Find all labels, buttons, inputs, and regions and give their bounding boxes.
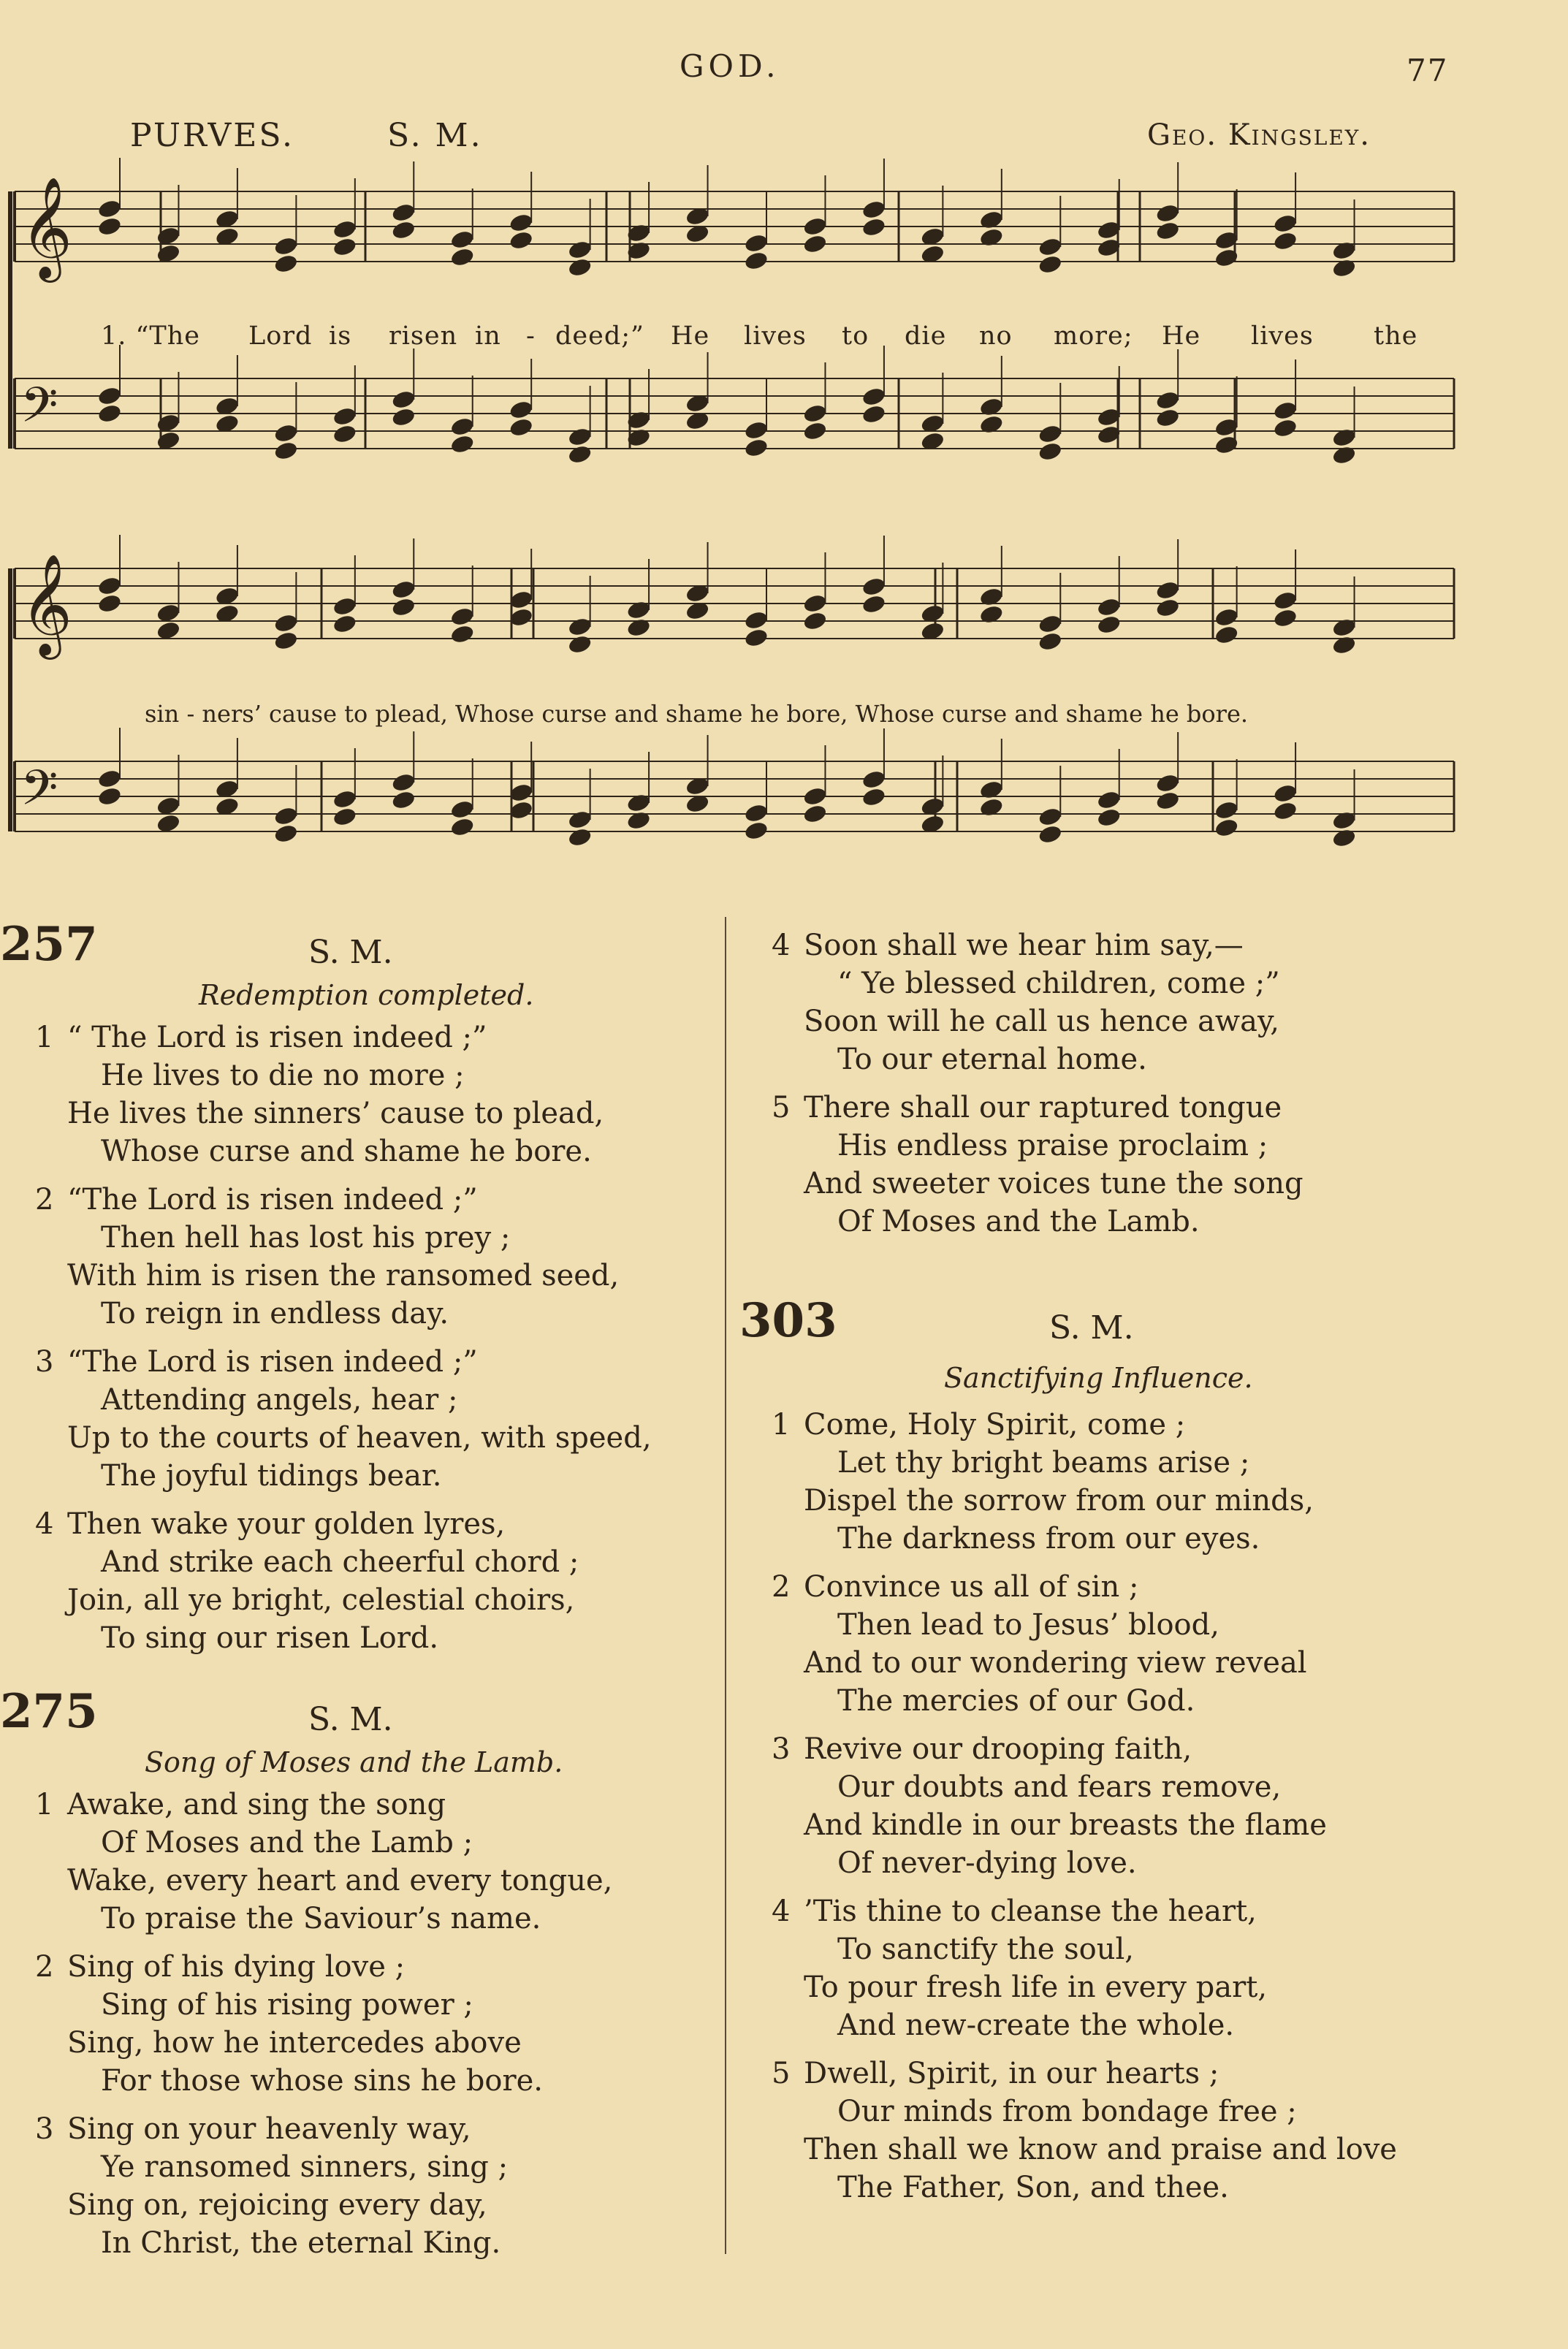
note-head	[509, 229, 534, 251]
hymn-number-303: 303	[739, 1293, 837, 1348]
hymn-subtitle-257: Redemption completed.	[199, 979, 534, 1011]
verse-line: The darkness from our eyes.	[837, 1522, 1260, 1556]
verse-line	[35, 1019, 652, 1057]
note-head	[1155, 790, 1181, 811]
note-head	[978, 226, 1004, 248]
verse-line: Wake, every heart and every tongue,	[67, 1864, 613, 1897]
verse	[772, 1089, 1304, 1241]
verse-line	[772, 1568, 1397, 1606]
note-head	[509, 212, 534, 233]
verse-line: To praise the Saviour’s name.	[101, 1902, 541, 1935]
note-head	[332, 406, 357, 427]
note-head	[1331, 634, 1357, 655]
note-head	[391, 772, 416, 793]
hymn-275-verses	[35, 1786, 612, 2272]
note-head	[332, 595, 357, 617]
verse-line-text: Sing of his dying love ;	[67, 1950, 406, 1984]
note-head	[567, 809, 593, 830]
verse	[35, 2110, 612, 2262]
verse-line: With him is risen the ransomed seed,	[67, 1259, 620, 1292]
verse-number: 5	[772, 1091, 791, 1124]
note-head	[861, 403, 886, 425]
note-head	[1331, 257, 1357, 278]
note-head	[978, 779, 1004, 800]
verse-line: Then shall we know and praise and love	[804, 2133, 1397, 2166]
note-head	[1214, 817, 1239, 838]
note-head	[1155, 597, 1181, 618]
verse-line: Sing, how he intercedes above	[67, 2026, 522, 2060]
note-head	[1331, 444, 1357, 465]
verse-line	[772, 1892, 1397, 1930]
verse-line-text: Awake, and sing the song	[67, 1788, 446, 1821]
lyric-word: -	[526, 321, 536, 351]
note-head	[743, 232, 769, 254]
hymn-number-257: 257	[0, 917, 98, 972]
verse	[35, 1343, 652, 1495]
note-head	[1038, 254, 1063, 275]
note-head	[391, 789, 416, 810]
note-head	[96, 198, 122, 219]
verse-line	[772, 926, 1304, 964]
tune-name: PURVES.	[130, 117, 294, 154]
note-head	[802, 233, 828, 254]
verse-line: Whose curse and shame he bore.	[101, 1135, 592, 1168]
verse-line-text: Come, Holy Spirit, come ;	[804, 1408, 1186, 1442]
verse-line: For those whose sins he bore.	[101, 2064, 543, 2098]
note-head	[861, 576, 886, 597]
note-head	[332, 806, 357, 827]
note-head	[391, 579, 416, 600]
verse-line-text: Dwell, Spirit, in our hearts ;	[804, 2057, 1219, 2090]
note-head	[802, 610, 828, 631]
lyric-word: risen	[389, 321, 458, 351]
verse-line: Of Moses and the Lamb.	[837, 1205, 1200, 1238]
note-head	[567, 426, 593, 447]
note-head	[743, 609, 769, 631]
lyric-word: in	[475, 321, 501, 351]
verse-line-text: Then wake your golden lyres,	[67, 1507, 506, 1541]
verse-line: “ Ye blessed children, come ;”	[837, 967, 1280, 1000]
verse-line: Dispel the sorrow from our minds,	[804, 1484, 1314, 1518]
note-head	[391, 219, 416, 240]
verse	[35, 1505, 652, 1657]
verse-line-text: “ The Lord is risen indeed ;”	[67, 1021, 487, 1054]
verse-line: Our minds from bondage free ;	[837, 2095, 1297, 2128]
note-head	[743, 802, 769, 823]
verse-line	[35, 2110, 612, 2148]
verse-line-text: Revive our drooping faith,	[804, 1732, 1192, 1766]
note-head	[449, 623, 475, 644]
lyric-word: lives	[744, 321, 807, 351]
note-head	[1331, 240, 1357, 261]
note-head	[273, 630, 299, 651]
lyric-word: He	[671, 321, 710, 351]
note-head	[978, 414, 1004, 435]
lyric-word: is	[329, 321, 352, 351]
tune-meter: S. M.	[387, 117, 483, 154]
note-head	[1331, 427, 1357, 448]
note-head	[1214, 624, 1239, 645]
note-head	[1273, 800, 1298, 821]
note-head	[273, 805, 299, 826]
verse-line	[772, 1089, 1304, 1127]
verse-number: 2	[35, 1183, 54, 1217]
verse	[772, 1406, 1397, 1558]
verse-line: He lives the sinners’ cause to plead,	[67, 1097, 604, 1130]
note-head	[802, 785, 828, 807]
verse-line: Join, all ye bright, celestial choirs,	[67, 1583, 575, 1617]
verse-line: He lives to die no more ;	[101, 1059, 465, 1092]
verse-line: Up to the courts of heaven, with speed,	[67, 1421, 652, 1455]
verse-line: Then hell has lost his prey ;	[101, 1221, 511, 1255]
verse-line	[772, 2055, 1397, 2093]
note-head	[509, 416, 534, 438]
note-head	[332, 788, 357, 810]
verse-number: 3	[772, 1732, 791, 1766]
verse-line: Attending angels, hear ;	[101, 1383, 458, 1417]
hymn-subtitle-303: Sanctifying Influence.	[944, 1362, 1253, 1394]
verse-number: 5	[772, 2057, 791, 2090]
hymn-number-275: 275	[0, 1684, 98, 1739]
note-head	[1096, 596, 1122, 617]
verse-line: The Father, Son, and thee.	[837, 2171, 1229, 2204]
lyric-word: lives	[1251, 321, 1314, 351]
note-head	[861, 593, 886, 614]
note-head	[802, 593, 828, 614]
note-head	[1214, 606, 1239, 628]
lyric-word: to	[842, 321, 869, 351]
note-head	[1273, 213, 1298, 234]
note-head	[861, 199, 886, 220]
lyric-word: deed;”	[555, 321, 644, 351]
verse-line	[35, 1948, 612, 1986]
note-head	[626, 810, 652, 831]
note-head	[1038, 806, 1063, 827]
note-head	[1155, 220, 1181, 241]
verse-line	[35, 1786, 612, 1824]
verse	[35, 1019, 652, 1170]
note-head	[449, 433, 475, 454]
page-number: 77	[1407, 53, 1449, 88]
verse-number: 4	[772, 929, 791, 962]
verse-line-text: Soon shall we hear him say,—	[804, 929, 1244, 962]
note-head	[1155, 772, 1181, 793]
note-head	[96, 768, 122, 789]
verse-line	[772, 1406, 1397, 1444]
note-head	[96, 785, 122, 807]
verse-line	[35, 1343, 652, 1381]
bass-clef-icon: 𝄢	[20, 760, 58, 828]
note-head	[978, 396, 1004, 417]
note-head	[861, 216, 886, 237]
note-head	[449, 229, 475, 250]
note-head	[978, 604, 1004, 625]
note-head	[567, 616, 593, 637]
note-head	[1155, 407, 1181, 428]
hymn-subtitle-275: Song of Moses and the Lamb.	[145, 1746, 563, 1778]
verse-line-text: “The Lord is risen indeed ;”	[67, 1183, 478, 1217]
note-head	[1155, 389, 1181, 411]
tune-composer: Geo. Kingsley.	[1147, 118, 1371, 152]
note-head	[743, 820, 769, 841]
note-head	[802, 420, 828, 441]
note-head	[743, 419, 769, 441]
note-head	[1273, 783, 1298, 804]
verse-line: Soon will he call us hence away,	[804, 1005, 1279, 1038]
verse-line	[35, 1505, 652, 1543]
note-head	[802, 403, 828, 424]
verse-line: Of Moses and the Lamb ;	[101, 1826, 473, 1859]
note-head	[1273, 417, 1298, 438]
hymn-meter-257: S. M.	[308, 934, 393, 971]
note-head	[567, 239, 593, 260]
note-head	[567, 633, 593, 655]
note-head	[567, 443, 593, 465]
note-head	[743, 627, 769, 648]
note-head	[509, 399, 534, 420]
lyric-word: the	[1374, 321, 1418, 351]
note-head	[391, 202, 416, 223]
hymn-303-verses	[772, 1406, 1397, 2217]
verse-line: Of never-dying love.	[837, 1846, 1137, 1880]
note-head	[1331, 827, 1357, 848]
note-head	[273, 253, 299, 274]
note-head	[567, 826, 593, 848]
verse-line: And strike each cheerful chord ;	[101, 1545, 579, 1579]
note-head	[273, 823, 299, 844]
note-head	[626, 792, 652, 813]
note-head	[978, 796, 1004, 818]
note-head	[1331, 617, 1357, 638]
note-head	[1273, 607, 1298, 628]
verse-line: To sanctify the soul,	[837, 1933, 1134, 1966]
hymn-meter-275: S. M.	[308, 1701, 393, 1738]
note-head	[743, 437, 769, 458]
lyric-word: 1. “The	[101, 321, 201, 351]
note-head	[1038, 631, 1063, 652]
verse-line: In Christ, the eternal King.	[101, 2226, 501, 2260]
lyric-word: no	[979, 321, 1013, 351]
verse-line-text: Convince us all of sin ;	[804, 1570, 1139, 1604]
treble-clef-icon: 𝄞	[20, 554, 72, 655]
hymn-meter-303: S. M.	[1049, 1309, 1134, 1347]
note-head	[1038, 613, 1063, 634]
note-head	[1214, 799, 1239, 821]
verse-number: 2	[772, 1570, 791, 1604]
lyric-word: more;	[1054, 321, 1133, 351]
verse-line: His endless praise proclaim ;	[837, 1129, 1268, 1162]
note-head	[861, 386, 886, 407]
note-head	[96, 575, 122, 596]
verse-number: 3	[35, 2112, 54, 2146]
note-head	[449, 799, 475, 820]
note-head	[1038, 423, 1063, 444]
verse-number: 1	[772, 1408, 791, 1442]
note-head	[449, 246, 475, 267]
verse	[772, 2055, 1397, 2207]
hymn-257-verses	[35, 1019, 652, 1667]
note-head	[861, 786, 886, 807]
note-head	[626, 599, 652, 620]
verse-line-text: There shall our raptured tongue	[804, 1091, 1282, 1124]
note-head	[1155, 579, 1181, 601]
note-head	[743, 250, 769, 271]
verse-line-text: ’Tis thine to cleanse the heart,	[804, 1895, 1257, 1928]
note-head	[1038, 441, 1063, 462]
verse-line: And kindle in our breasts the flame	[804, 1808, 1327, 1842]
note-head	[978, 586, 1004, 607]
note-head	[332, 218, 357, 240]
note-head	[1096, 789, 1122, 810]
lyric-word: He	[1162, 321, 1201, 351]
verse	[772, 1568, 1397, 1720]
verse-line: Then lead to Jesus’ blood,	[837, 1608, 1219, 1642]
note-head	[273, 440, 299, 461]
note-head	[1273, 400, 1298, 421]
verse	[772, 1730, 1397, 1882]
note-head	[96, 385, 122, 406]
verse-line: Sing of his rising power ;	[101, 1988, 473, 2022]
note-head	[332, 236, 357, 257]
verse-number: 1	[35, 1021, 54, 1054]
verse	[35, 1181, 652, 1333]
verse-line: To our eternal home.	[837, 1043, 1147, 1076]
note-head	[1038, 823, 1063, 845]
verse-line: To pour fresh life in every part,	[804, 1971, 1268, 2004]
bass-clef-icon: 𝄢	[20, 377, 58, 445]
verse-line	[35, 1181, 652, 1219]
verse-line: To reign in endless day.	[101, 1297, 449, 1330]
verse	[772, 1892, 1397, 2044]
page-title: GOD.	[680, 48, 780, 84]
verse-number: 4	[35, 1507, 54, 1541]
note-head	[1038, 236, 1063, 257]
note-head	[273, 235, 299, 256]
treble-clef-icon: 𝄞	[20, 177, 72, 278]
verse-line: Ye ransomed sinners, sing ;	[101, 2150, 509, 2184]
note-head	[332, 423, 357, 444]
verse-line: Let thy bright beams arise ;	[837, 1446, 1250, 1480]
verse-number: 4	[772, 1895, 791, 1928]
verse-line-text: “The Lord is risen indeed ;”	[67, 1345, 478, 1379]
note-head	[567, 256, 593, 278]
note-head	[449, 416, 475, 437]
note-head	[1155, 202, 1181, 224]
note-head	[1096, 614, 1122, 635]
verse-number: 3	[35, 1345, 54, 1379]
verse-line: And new-create the whole.	[837, 2009, 1235, 2042]
note-head	[96, 403, 122, 424]
note-head	[449, 816, 475, 837]
verse-number: 1	[35, 1788, 54, 1821]
note-head	[978, 209, 1004, 230]
note-head	[1273, 590, 1298, 611]
verse-line: The mercies of our God.	[837, 1684, 1195, 1718]
verse	[35, 1786, 612, 1938]
note-head	[861, 769, 886, 790]
verse-line-text: Sing on your heavenly way,	[67, 2112, 471, 2146]
column-divider	[725, 917, 726, 2254]
note-head	[1331, 810, 1357, 831]
music-lyrics-line-2: sin - ners’ cause to plead, Whose curse and shame he bore, Whose curse and shame he bore.	[145, 700, 1249, 728]
note-head	[626, 617, 652, 638]
verse-line: And sweeter voices tune the song	[804, 1167, 1304, 1200]
note-head	[391, 596, 416, 617]
note-head	[391, 389, 416, 410]
verse-line	[772, 1730, 1397, 1768]
note-head	[96, 593, 122, 614]
note-head	[332, 613, 357, 634]
note-head	[273, 422, 299, 443]
note-head	[273, 612, 299, 633]
verse-line: The joyful tidings bear.	[101, 1459, 442, 1493]
verse	[35, 1948, 612, 2100]
verse-number: 2	[35, 1950, 54, 1984]
verse-line: Our doubts and fears remove,	[837, 1770, 1282, 1804]
verse	[772, 926, 1304, 1078]
music-score	[0, 0, 1568, 891]
note-head	[1273, 230, 1298, 251]
note-head	[449, 606, 475, 627]
lyric-word: Lord	[248, 321, 313, 351]
note-head	[1096, 807, 1122, 828]
verse-line: To sing our risen Lord.	[101, 1621, 439, 1655]
note-head	[96, 216, 122, 237]
lyric-word: die	[905, 321, 947, 351]
note-head	[802, 216, 828, 237]
verse-line: And to our wondering view reveal	[804, 1646, 1307, 1680]
verse-line: Sing on, rejoicing every day,	[67, 2188, 487, 2222]
note-head	[391, 406, 416, 427]
note-head	[802, 803, 828, 824]
hymn-275-continued-verses	[772, 926, 1304, 1251]
